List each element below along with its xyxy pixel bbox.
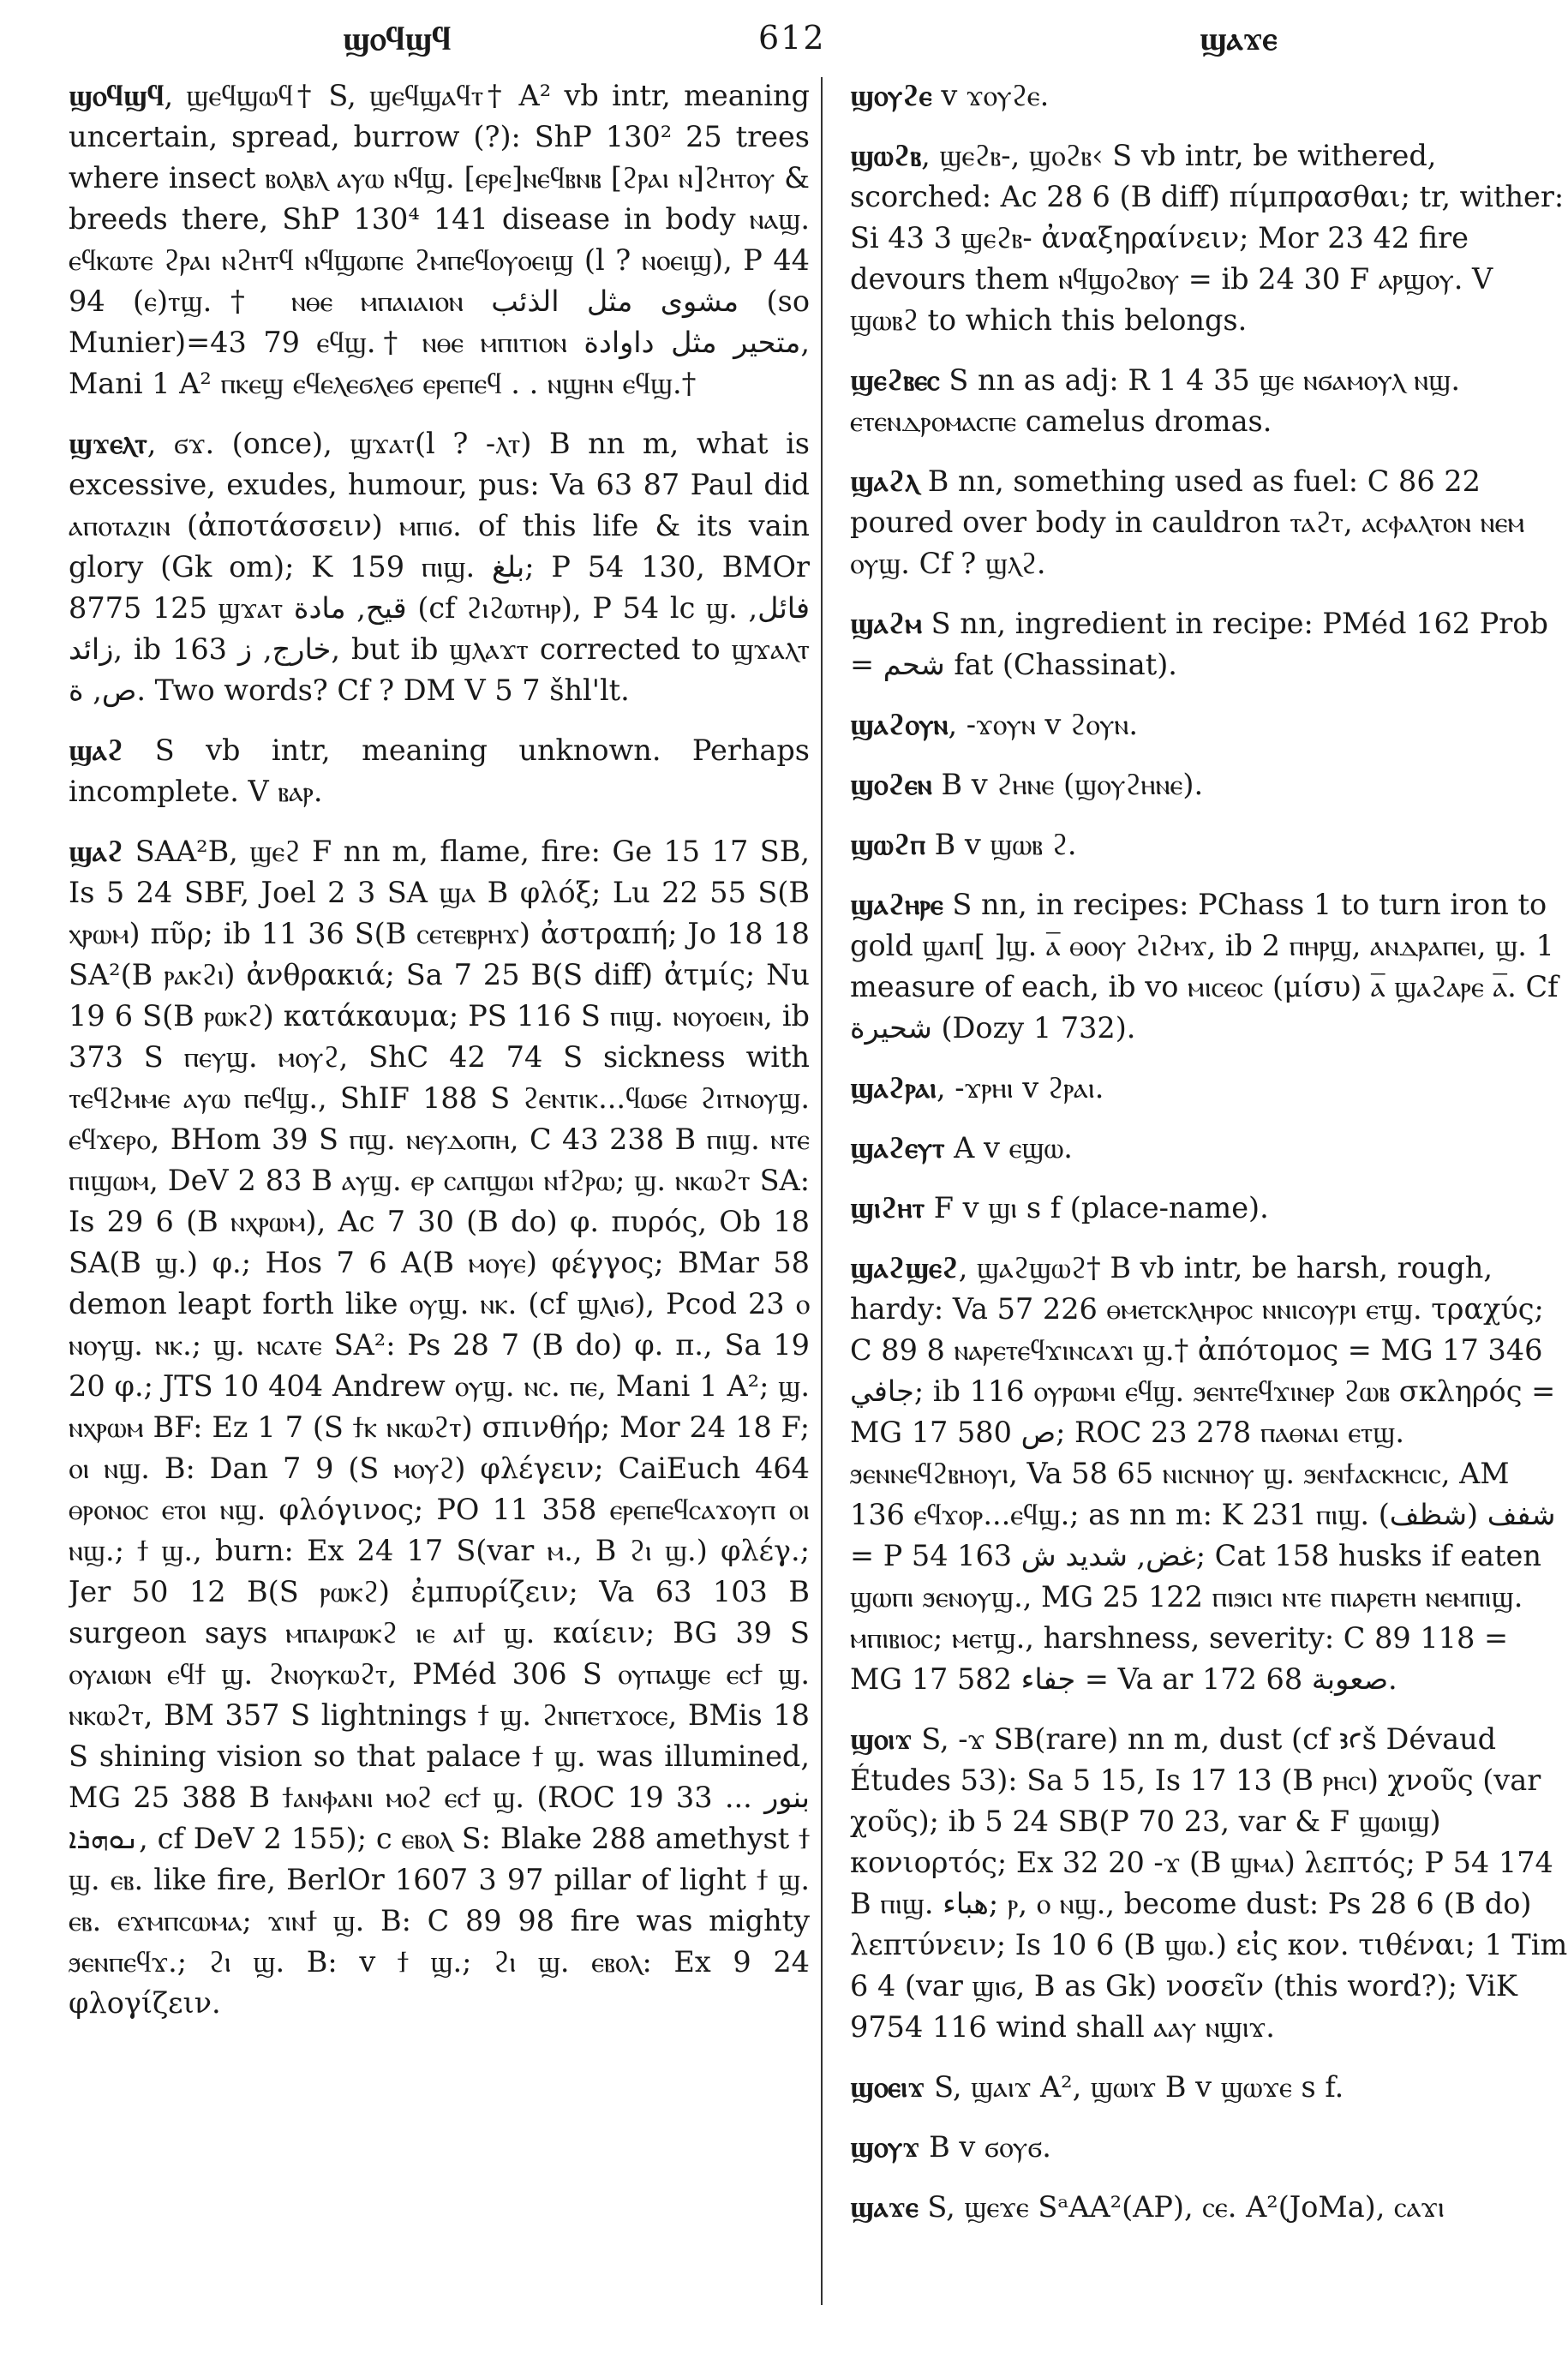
entry-headword: ϣⲟⲓϫ	[850, 1722, 913, 1756]
dictionary-entry	[850, 884, 1568, 1049]
dictionary-entry	[850, 2127, 1568, 2168]
entry-headword: ϣⲁϩϣⲉϩ	[850, 1251, 959, 1284]
entry-headword: ϣⲁϫⲉ	[850, 2190, 919, 2224]
entry-headword: ϣⲁϩⲏⲣⲉ	[850, 888, 943, 921]
entry-headword: ϣⲁϩⲗ	[850, 464, 919, 498]
entry-headword: ϣⲁϩⲣⲁⲓ	[850, 1071, 937, 1105]
entry-headword: ϣⲟϥϣϥ	[69, 79, 165, 112]
entry-headword: ϣⲟⲩϫ	[850, 2130, 920, 2164]
entry-headword: ϣⲁϩⲟⲩⲛ	[850, 708, 949, 741]
dictionary-entry	[850, 1188, 1568, 1229]
entry-headword: ϣⲁϩ	[69, 835, 124, 868]
entry-text: B nn, something used as fuel: C 86 22 poured over body in cauldron ⲧⲁϩⲧ, ⲁⲥⲫⲁⲗⲧⲟⲛ ⲛⲉⲙ ⲟⲩϣ. Cf ? ϣⲗϩ.	[850, 464, 1525, 580]
page-number: 612	[758, 19, 826, 57]
entry-text: v ϫⲟⲩϩⲉ.	[931, 79, 1050, 112]
dictionary-entry	[850, 1248, 1568, 1700]
dictionary-entry	[850, 360, 1568, 442]
entry-text: B v ϭⲟⲩϭ.	[919, 2130, 1051, 2164]
running-head-left: ϣⲟϥϣϥ	[343, 19, 452, 57]
dictionary-entry	[850, 2187, 1568, 2228]
dictionary-entry	[850, 824, 1568, 865]
entry-text: B v ϣⲱⲃ ϩ.	[925, 828, 1077, 861]
dictionary-entry	[850, 461, 1568, 584]
entry-text: S nn as adj: R 1 4 35 ϣⲉ ⲛϭⲁⲙⲟⲩⲗ ⲛϣ. ⲉⲧⲉⲛⲇⲣⲟⲙⲁⲥⲡⲉ camelus dromas.	[850, 363, 1460, 438]
dictionary-entry	[850, 1719, 1568, 2048]
dictionary-entry	[69, 75, 810, 404]
entry-headword: ϣⲱϩⲡ	[850, 828, 925, 861]
dictionary-entry	[850, 75, 1568, 117]
dictionary-entry	[850, 764, 1568, 805]
entry-text: SAA²B, ϣⲉϩ F nn m, flame, fire: Ge 15 17 SB, Is 5 24 SBF, Joel 2 3 SA ϣⲁ B φλόξ; Lu 22 55 S(B ⲭⲣⲱⲙ) πῦρ; ib 11 36 S(B ⲥⲉⲧⲉⲃⲣⲏϫ) ἀστραπή; Jo 18 18 SA²(B ⲣⲁⲕϩⲓ) ἀνθρακιά; Sa 7 25 B(S diff) ἀτμίς; Nu 19 6 S(B ⲣⲱⲕϩ) κατάκαυμα; PS 116 S ⲡⲓϣ. ⲛⲟⲩⲟⲉⲓⲛ, ib 373 S ⲡⲉⲩϣ. ⲙⲟⲩϩ, ShC 42 74 S sickness with ⲧⲉϥϩⲙⲙⲉ ⲁⲩⲱ ⲡⲉϥϣ., ShIF 188 S ϩⲉⲛⲧⲓⲕ...ϥⲱϭⲉ ϩⲓⲧⲛⲟⲩϣ. ⲉϥϫⲉⲣⲟ, BHom 39 S ⲡϣ. ⲛⲉⲩⲇⲟⲡⲏ, C 43 238 B ⲡⲓϣ. ⲛⲧⲉ ⲡⲓϣⲱⲙ, DeV 2 83 B ⲁⲩϣ. ⲉⲣ ⲥⲁⲡϣⲱⲓ ⲛϯϩⲣⲱ; ϣ. ⲛⲕⲱϩⲧ SA: Is 29 6 (B ⲛⲭⲣⲱⲙ), Ac 7 30 (B do) φ. πυρός, Ob 18 SA(B ϣ.) φ.; Hos 7 6 A(B ⲙⲟⲩⲉ) φέγγος; BMar 58 demon leapt forth like ⲟⲩϣ. ⲛⲕ. (cf ϣⲗⲓϭ), Pcod 23 ⲟ ⲛⲟⲩϣ. ⲛⲕ.; ϣ. ⲛⲥⲁⲧⲉ SA²: Ps 28 7 (B do) φ. π., Sa 19 20 φ.; JTS 10 404 Andrew ⲟⲩϣ. ⲛⲥ. ⲡⲉ, Mani 1 A²; ϣ. ⲛⲭⲣⲱⲙ BF: Ez 1 7 (S ϯⲕ ⲛⲕⲱϩⲧ) σπινθήρ; Mor 24 18 F; ⲟⲓ ⲛϣ. B: Dan 7 9 (S ⲙⲟⲩϩ) φλέγειν; CaiEuch 464 ⲑⲣⲟⲛⲟⲥ ⲉⲧⲟⲓ ⲛϣ. φλόγινος; PO 11 358 ⲉⲣⲉⲡⲉϥⲥⲁϫⲟⲩⲡ ⲟⲓ ⲛϣ.; ϯ ϣ., burn: Ex 24 17 S(var ⲙ., B ϩⲓ ϣ.) φλέγ.; Jer 50 12 B(S ⲣⲱⲕϩ) ἐμπυρίζειν; Va 63 103 B surgeon says ⲙⲡⲁⲓⲣⲱⲕϩ ⲓⲉ ⲁⲓϯ ϣ. καίειν; BG 39 S ⲟⲩⲁⲓⲱⲛ ⲉϥϯ ϣ. ϩⲛⲟⲩⲕⲱϩⲧ, PMéd 306 S ⲟⲩⲡⲁϣⲉ ⲉⲥϯ ϣ. ⲛⲕⲱϩⲧ, BM 357 S lightnings ϯ ϣ. ϩⲛⲡⲉⲧϫⲟⲥⲉ, BMis 18 S shining vision so that palace ϯ ϣ. was illumined, MG 25 388 B ϯⲁⲛⲫⲁⲛⲓ ⲙⲟϩ ⲉⲥϯ ϣ. (ROC 19 33 بنور ... ܢܘܗܪܐ, cf DeV 2 155); ϲ ⲉⲃⲟⲗ S: Blake 288 amethyst ϯ ϣ. ⲉⲃ. like fire, BerlOr 1607 3 97 pillar of light ϯ ϣ. ⲉⲃ. ⲉϫⲙⲡⲥⲱⲙⲁ; ϫⲓⲛϯ ϣ. B: C 89 98 fire was mighty ϧⲉⲛⲡⲉϥϫ.; ϩⲓ ϣ. B: v ϯ ϣ.; ϩⲓ ϣ. ⲉⲃⲟⲗ: Ex 9 24 φλογίζειν.	[69, 835, 810, 2020]
entry-headword: ϣⲁϩ	[69, 733, 124, 767]
entry-text: , ϭϫ. (once), ϣϫⲁⲧ(l ? -ⲗⲧ) B nn m, what is excessive, exudes, humour, pus: Va 63 87 Paul did ⲁⲡⲟⲧⲁⲍⲓⲛ (ἀποτάσσειν) ⲙⲡⲓϭ. of this life & its vain glory (Gk om); K 159 ⲡⲓϣ. بلغ; P 54 130, BMOr 8775 125 ϣϫⲁⲧ قيح, مادة (cf ϩⲓϩⲱⲧⲏⲣ), P 54 lc ϣ. فائل, زائد, ib 163 خارج, ز, but ib ϣⲗⲁϫⲧ corrected to ϣϫⲁⲗⲧ ص, ة. Two words? Cf ? DM V 5 7 šhl'lt.	[69, 427, 810, 707]
entry-text: F v ϣⲓ s f (place-name).	[925, 1191, 1269, 1224]
entry-text: S vb intr, meaning unknown. Perhaps incomplete. V ⲃⲁⲣ.	[69, 733, 810, 808]
dictionary-entry	[850, 1128, 1568, 1169]
entry-text: S nn, in recipes: PChass 1 to turn iron to gold ϣⲁⲡ[ ]ϣ. ⲁ̅ ⲑⲟⲟⲩ ϩⲓϩⲙϫ, ib 2 ⲡⲏⲣϣ, ⲁⲛⲇⲣⲁⲡⲉⲓ, ϣ. 1 measure of each, ib vo ⲙⲓⲥⲉⲟⲥ (μίσυ) ⲁ̅ ϣⲁϩⲁⲣⲉ ⲁ̅. Cf شحيرة (Dozy 1 732).	[850, 888, 1559, 1045]
dictionary-entry	[69, 831, 810, 2024]
entry-headword: ϣⲟϩⲉⲛ	[850, 768, 932, 801]
entry-headword: ϣⲁϩⲉⲩⲧ	[850, 1131, 945, 1165]
dictionary-entry	[850, 135, 1568, 341]
dictionary-entry	[69, 423, 810, 711]
entry-text: S, ϣⲁⲓϫ A², ϣⲱⲓϫ B v ϣⲱϫⲉ s f.	[925, 2070, 1344, 2104]
entry-headword: ϣⲱϩⲃ	[850, 139, 922, 172]
entry-headword: ϣϫⲉⲗⲧ	[69, 427, 147, 460]
entry-text: , ϣⲉϥϣⲱϥ† S, ϣⲉϥϣⲁϥⲧ† A² vb intr, meaning uncertain, spread, burrow (?): ShP 130² 25 trees where insect ⲃⲟⲗⲃⲗ ⲁⲩⲱ ⲛϥϣ. [ⲉⲣⲉ]ⲛⲉϥⲃⲛⲃ [ϩⲣⲁⲓ ⲛ]ϩⲏⲧⲟⲩ & breeds there, ShP 130⁴ 141 disease in body ⲛⲁϣ. ⲉϥⲕⲱⲧⲉ ϩⲣⲁⲓ ⲛϩⲏⲧϥ ⲛϥϣⲱⲡⲉ ϩⲙⲡⲉϥⲟⲩⲟⲉⲓϣ (l ? ⲛⲟⲉⲓϣ), P 44 94 (ⲉ)ⲧϣ.† ⲛⲑⲉ ⲙⲡⲁⲓⲁⲓⲟⲛ مشوى مثل الذئب (so Munier)=43 79 ⲉϥϣ.† ⲛⲑⲉ ⲙⲡⲓⲧⲓⲟⲛ متحير مثل داوادة, Mani 1 A² ⲡⲕⲉϣ ⲉϥⲉⲗⲉϭⲗⲉϭ ⲉⲣⲉⲡⲉϥ . . ⲛϣⲏⲛ ⲉϥϣ.†	[69, 79, 810, 400]
entry-text: S nn, ingredient in recipe: PMéd 162 Prob = شحم fat (Chassinat).	[850, 607, 1548, 681]
entry-text: A v ⲉϣⲱ.	[944, 1131, 1073, 1165]
running-head	[0, 19, 1568, 70]
dictionary-entry	[69, 730, 810, 812]
dictionary-entry	[850, 2067, 1568, 2108]
entry-text: B v ϩⲏⲛⲉ (ϣⲟⲩϩⲏⲛⲉ).	[931, 768, 1204, 801]
dictionary-entry	[850, 1068, 1568, 1109]
entry-text: S, -ϫ SB(rare) nn m, dust (cf ꜣꜥš Dévaud Études 53): Sa 5 15, Is 17 13 (B ⲣⲏⲥⲓ) χνοῦς (var χοῦς); ib 5 24 SB(P 70 23, var & F ϣⲱⲓϣ) κονιορτός; Ex 32 20 -ϫ (B ϣⲙⲁ) λεπτός; P 54 174 B ⲡⲓϣ. هباء; ⲣ, ⲟ ⲛϣ., become dust: Ps 28 6 (B do) λεπτύνειν; Is 10 6 (B ϣⲱ.) εἰς κον. τιθέναι; 1 Tim 6 4 (var ϣⲓϭ, B as Gk) νοσεῖν (this word?); ViK 9754 116 wind shall ⲁⲁⲩ ⲛϣⲓϫ.	[850, 1722, 1568, 2044]
entry-headword: ϣⲓϩⲏⲧ	[850, 1191, 925, 1224]
dictionary-entry	[850, 603, 1568, 686]
entry-text: , -ϫⲟⲩⲛ v ϩⲟⲩⲛ.	[948, 708, 1139, 741]
entry-headword: ϣⲟⲩϩⲉ	[850, 79, 932, 112]
entry-headword: ϣⲁϩⲙ	[850, 607, 922, 640]
entry-text: , ϣⲁϩϣⲱϩ† B vb intr, be harsh, rough, hardy: Va 57 226 ⲑⲙⲉⲧⲥⲕⲗⲏⲣⲟⲥ ⲛⲛⲓⲥⲟⲩⲣⲓ ⲉⲧϣ. τραχύς; C 89 8 ⲛⲁⲣⲉⲧⲉϥϫⲓⲛⲥⲁϫⲓ ϣ.† ἀπότομος = MG 17 346 جافي; ib 116 ⲟⲩⲣⲱⲙⲓ ⲉϥϣ. ϧⲉⲛⲧⲉϥϫⲓⲛⲉⲣ ϩⲱⲃ σκληρός = MG 17 580 ص; ROC 23 278 ⲡⲁⲑⲛⲁⲓ ⲉⲧϣ. ϧⲉⲛⲛⲉϥϩⲃⲏⲟⲩⲓ, Va 58 65 ⲛⲓⲥⲛⲏⲟⲩ ϣ. ϧⲉⲛϯⲁⲥⲕⲏⲥⲓⲥ, AM 136 ⲉϥϫⲟⲣ...ⲉϥϣ.; as nn m: K 231 ⲡⲓϣ. (شظف) شفف = P 54 163 غض, شديد ش; Cat 158 husks if eaten ϣⲱⲡⲓ ϧⲉⲛⲟⲩϣ., MG 25 122 ⲡⲓϧⲓⲥⲓ ⲛⲧⲉ ⲡⲓⲁⲣⲉⲧⲏ ⲛⲉⲙⲡⲓϣ. ⲙⲡⲓⲃⲓⲟⲥ; ⲙⲉⲧϣ., harshness, severity: C 89 118 = MG 17 582 جفاء = Va ar 172 68 صعوبة.	[850, 1251, 1556, 1696]
dictionary-entry	[850, 704, 1568, 745]
right-column	[850, 75, 1568, 2355]
entry-text: , ϣⲉϩⲃ-, ϣⲟϩⲃ‹ S vb intr, be withered, scorched: Ac 28 6 (B diff) πίμπρασθαι; tr, wither: Si 43 3 ϣⲉϩⲃ- ἀναξηραίνειν; Mor 23 42 fire devours them ⲛϥϣⲟϩⲃⲟⲩ = ib 24 30 F ⲁⲣϣⲟⲩ. V ϣⲱⲃϩ to which this belongs.	[850, 139, 1565, 337]
entry-headword: ϣⲉϩⲃⲉⲥ	[850, 363, 940, 397]
running-head-right: ϣⲁϫⲉ	[1200, 19, 1278, 57]
column-divider	[821, 77, 823, 2305]
left-column	[69, 75, 810, 2355]
entry-headword: ϣⲟⲉⲓϫ	[850, 2070, 925, 2104]
entry-text: , -ϫⲣⲏⲓ v ϩⲣⲁⲓ.	[936, 1071, 1104, 1105]
entry-text: S, ϣⲉϫⲉ SᵃAA²(AP), ⲥⲉ. A²(JoMa), ⲥⲁϫⲓ	[918, 2190, 1445, 2224]
